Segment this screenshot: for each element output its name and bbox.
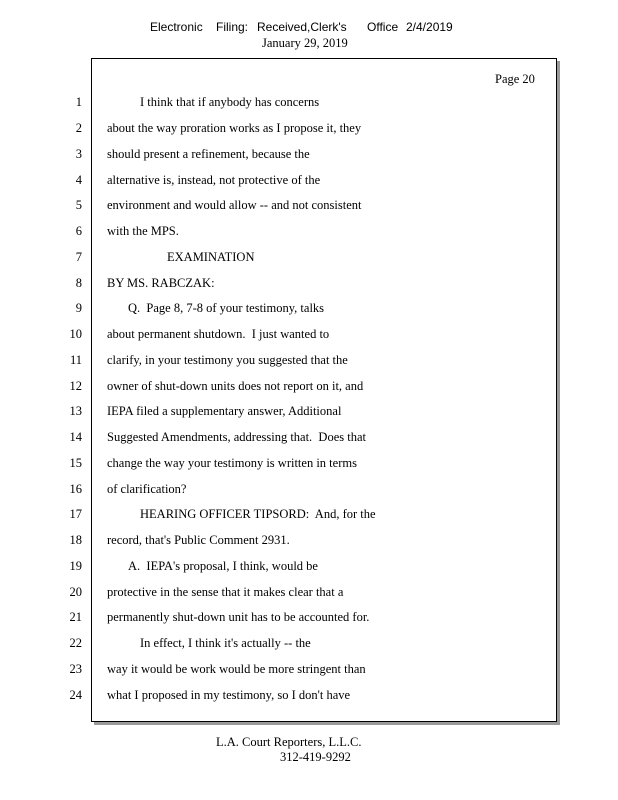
line-number: 24 <box>69 688 82 702</box>
transcript-line: Q. Page 8, 7-8 of your testimony, talks <box>128 301 325 315</box>
line-number: 4 <box>75 173 82 187</box>
page-number: Page 20 <box>495 72 535 86</box>
line-number: 22 <box>69 636 82 650</box>
transcript-line: BY MS. RABCZAK: <box>107 276 215 290</box>
transcript-line: environment and would allow -- and not consistent <box>107 198 362 212</box>
transcript-line: I think that if anybody has concerns <box>140 95 320 109</box>
transcript-line: should present a refinement, because the <box>107 147 310 161</box>
line-number: 2 <box>75 121 82 135</box>
court-reporter-name: L.A. Court Reporters, L.L.C. <box>216 735 362 749</box>
transcript-line: owner of shut-down units does not report on it, and <box>107 379 364 393</box>
line-number: 6 <box>75 224 82 238</box>
transcript-line: alternative is, instead, not protective of the <box>107 173 321 187</box>
line-number: 20 <box>69 585 82 599</box>
line-number: 5 <box>75 198 82 212</box>
line-number: 8 <box>75 276 82 290</box>
line-number: 9 <box>75 301 82 315</box>
electronic-filing-stamp <box>0 19 618 35</box>
line-number: 11 <box>69 353 82 367</box>
line-number: 23 <box>69 662 82 676</box>
transcript-line: permanently shut-down unit has to be accounted for. <box>107 610 370 624</box>
line-number: 15 <box>69 456 82 470</box>
transcript-line: what I proposed in my testimony, so I don't have <box>107 688 351 702</box>
line-number: 1 <box>75 95 82 109</box>
filing-word-filing: Filing: <box>216 20 249 34</box>
transcript-line: HEARING OFFICER TIPSORD: And, for the <box>140 507 376 521</box>
filing-word-electronic: Electronic <box>150 20 203 34</box>
transcript-line: of clarification? <box>107 482 187 496</box>
transcript-line: change the way your testimony is written in terms <box>107 456 357 470</box>
line-number: 12 <box>69 379 82 393</box>
transcript-line: about permanent shutdown. I just wanted to <box>107 327 330 341</box>
filing-word-received-clerks: Received,Clerk's <box>257 20 347 34</box>
filing-word-office: Office <box>367 20 399 34</box>
transcript-date: January 29, 2019 <box>262 36 348 50</box>
line-number: 18 <box>69 533 82 547</box>
filing-date-stamp: 2/4/2019 <box>406 20 453 34</box>
transcript-line: with the MPS. <box>107 224 179 238</box>
transcript-line: about the way proration works as I propose it, they <box>107 121 362 135</box>
transcript-line: EXAMINATION <box>167 250 255 264</box>
court-reporter-phone: 312-419-9292 <box>280 750 351 764</box>
line-number: 3 <box>75 147 82 161</box>
line-number: 14 <box>69 430 82 444</box>
transcript-line: record, that's Public Comment 2931. <box>107 533 290 547</box>
line-number: 10 <box>69 327 82 341</box>
transcript-line: protective in the sense that it makes clear that a <box>107 585 344 599</box>
transcript-line: A. IEPA's proposal, I think, would be <box>128 559 318 573</box>
line-number: 7 <box>75 250 82 264</box>
transcript-line: way it would be work would be more stringent than <box>107 662 366 676</box>
transcript-line: In effect, I think it's actually -- the <box>140 636 311 650</box>
line-number: 17 <box>69 507 82 521</box>
transcript-line: clarify, in your testimony you suggested that the <box>107 353 348 367</box>
line-number: 21 <box>69 610 82 624</box>
line-number: 13 <box>69 404 82 418</box>
line-number: 19 <box>69 559 82 573</box>
line-number: 16 <box>69 482 82 496</box>
transcript-line: Suggested Amendments, addressing that. Does that <box>107 430 366 444</box>
transcript-line: IEPA filed a supplementary answer, Additional <box>107 404 342 418</box>
